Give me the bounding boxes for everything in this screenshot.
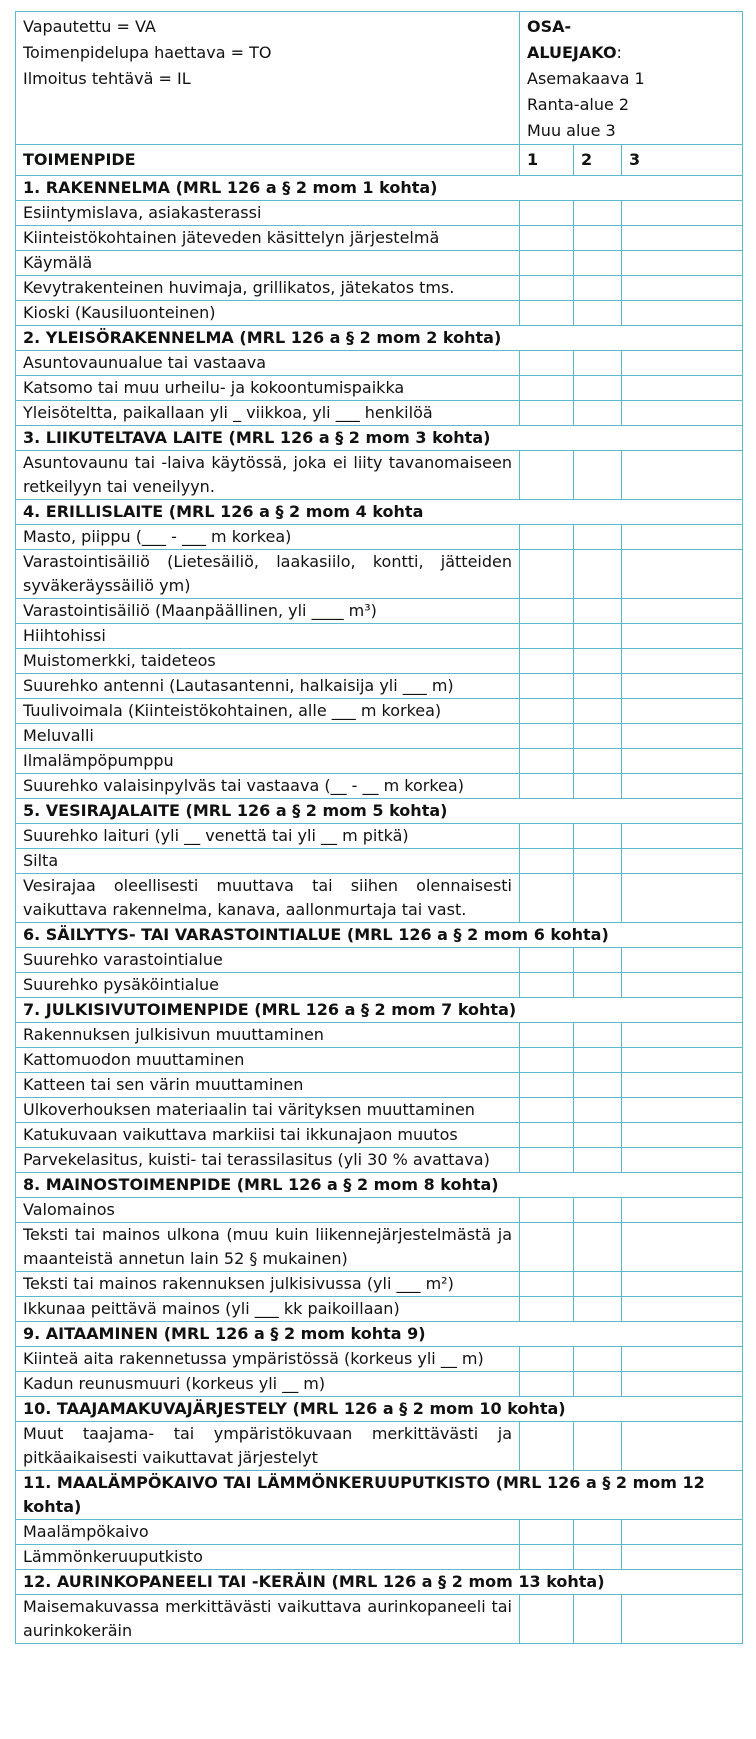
measure-label: Esiintymislava, asiakasterassi (16, 201, 520, 226)
section-row (16, 799, 743, 824)
section-heading: 11. MAALÄMPÖKAIVO TAI LÄMMÖNKERUUPUTKISTO (MRL 126 a § 2 mom 12 kohta) (16, 1471, 743, 1520)
zone-2-cell[interactable] (574, 1098, 622, 1123)
measure-label: Suurehko valaisinpylväs tai vastaava (__ - __ m korkea) (16, 774, 520, 799)
measure-label: Ilmalämpöpumppu (16, 749, 520, 774)
zone-1-cell[interactable] (520, 1272, 574, 1297)
zone-2-cell[interactable] (574, 874, 622, 923)
section-heading: 10. TAAJAMAKUVAJÄRJESTELY (MRL 126 a § 2 mom 10 kohta) (16, 1397, 743, 1422)
table-row (16, 251, 743, 276)
zone-2-cell[interactable] (574, 1223, 622, 1272)
measure-label: Suurehko pysäköintialue (16, 973, 520, 998)
zone-2-cell[interactable] (574, 1123, 622, 1148)
section-heading: 8. MAINOSTOIMENPIDE (MRL 126 a § 2 mom 8 kohta) (16, 1173, 743, 1198)
zone-2-cell[interactable] (574, 973, 622, 998)
zone-3-cell[interactable] (622, 525, 743, 550)
zone-3-cell[interactable] (622, 1073, 743, 1098)
zone-2-cell[interactable] (574, 1048, 622, 1073)
measure-label: Maisemakuvassa merkittävästi vaikuttava aurinkopaneeli tai aurinkokeräin (16, 1595, 520, 1644)
zone-3-cell[interactable] (622, 376, 743, 401)
measure-label: Asuntovaunu tai -laiva käytössä, joka ei liity tavanomaiseen retkeilyyn tai veneilyyn. (16, 451, 520, 500)
zone-2-cell[interactable] (574, 1073, 622, 1098)
measure-label: Rakennuksen julkisivun muuttaminen (16, 1023, 520, 1048)
table-row (16, 749, 743, 774)
table-row (16, 525, 743, 550)
measure-label: Tuulivoimala (Kiinteistökohtainen, alle ___ m korkea) (16, 699, 520, 724)
measure-label: Silta (16, 849, 520, 874)
measure-label: Suurehko laituri (yli __ venettä tai yli __ m pitkä) (16, 824, 520, 849)
measure-label: Vesirajaa oleellisesti muuttava tai siihen olennaisesti vaikuttava rakennelma, kanava, aallonmurtaja tai vast. (16, 874, 520, 923)
zone-2-cell[interactable] (574, 1272, 622, 1297)
section-heading: 5. VESIRAJALAITE (MRL 126 a § 2 mom 5 kohta) (16, 799, 743, 824)
table-row (16, 624, 743, 649)
table-row (16, 1422, 743, 1471)
zone-3-cell[interactable] (622, 649, 743, 674)
measure-label: Maalämpökaivo (16, 1520, 520, 1545)
section-heading: 6. SÄILYTYS- TAI VARASTOINTIALUE (MRL 126 a § 2 mom 6 kohta) (16, 923, 743, 948)
zone-1-cell[interactable] (520, 1023, 574, 1048)
zone-2-cell[interactable] (574, 550, 622, 599)
table-row (16, 376, 743, 401)
zone-1-cell[interactable] (520, 1098, 574, 1123)
zone-2-cell[interactable] (574, 226, 622, 251)
zone-3-cell[interactable] (622, 1372, 743, 1397)
zone-2-cell[interactable] (574, 401, 622, 426)
zone-3-cell[interactable] (622, 251, 743, 276)
zone-2-cell[interactable] (574, 649, 622, 674)
table-row (16, 874, 743, 923)
section-heading: 1. RAKENNELMA (MRL 126 a § 2 mom 1 kohta) (16, 176, 743, 201)
measure-label: Katukuvaan vaikuttava markiisi tai ikkunajaon muutos (16, 1123, 520, 1148)
column-header-1: 1 (520, 145, 574, 176)
zone-1-cell[interactable] (520, 376, 574, 401)
zone-1-cell[interactable] (520, 451, 574, 500)
zone-3-cell[interactable] (622, 1123, 743, 1148)
section-row (16, 1570, 743, 1595)
zone-3-cell[interactable] (622, 1098, 743, 1123)
measure-label: Yleisöteltta, paikallaan yli _ viikkoa, yli ___ henkilöä (16, 401, 520, 426)
zone-2-cell[interactable] (574, 1422, 622, 1471)
zone-2-cell[interactable] (574, 376, 622, 401)
zone-1-cell[interactable] (520, 351, 574, 376)
table-row (16, 824, 743, 849)
zone-2-cell[interactable] (574, 1347, 622, 1372)
zone-3-cell[interactable] (622, 1347, 743, 1372)
table-row (16, 948, 743, 973)
zone-2-cell[interactable] (574, 1023, 622, 1048)
zone-1-cell[interactable] (520, 724, 574, 749)
zone-3-cell[interactable] (622, 1297, 743, 1322)
measure-label: Kadun reunusmuuri (korkeus yli __ m) (16, 1372, 520, 1397)
zone-3-cell[interactable] (622, 948, 743, 973)
measure-label: Parvekelasitus, kuisti- tai terassilasitus (yli 30 % avattava) (16, 1148, 520, 1173)
zone-3-cell[interactable] (622, 674, 743, 699)
zone-3-cell[interactable] (622, 1272, 743, 1297)
zone-3-cell[interactable] (622, 201, 743, 226)
zone-2-cell[interactable] (574, 451, 622, 500)
measure-label: Kioski (Kausiluonteinen) (16, 301, 520, 326)
zone-2-cell[interactable] (574, 774, 622, 799)
zone-3-cell[interactable] (622, 599, 743, 624)
table-row (16, 1098, 743, 1123)
table-row (16, 973, 743, 998)
section-row (16, 1173, 743, 1198)
zone-1-cell[interactable] (520, 1297, 574, 1322)
table-row (16, 849, 743, 874)
zone-2-cell[interactable] (574, 1520, 622, 1545)
zone-1-cell[interactable] (520, 649, 574, 674)
section-row (16, 1471, 743, 1520)
table-row (16, 1347, 743, 1372)
measure-label: Muistomerkki, taideteos (16, 649, 520, 674)
section-heading: 2. YLEISÖRAKENNELMA (MRL 126 a § 2 mom 2 kohta) (16, 326, 743, 351)
table-row (16, 301, 743, 326)
column-header-2: 2 (574, 145, 622, 176)
table-row (16, 1023, 743, 1048)
zone-1-cell[interactable] (520, 749, 574, 774)
legend-cell (16, 12, 520, 145)
table-row (16, 699, 743, 724)
measure-label: Ulkoverhouksen materiaalin tai värityksen muuttaminen (16, 1098, 520, 1123)
measure-label: Kevytrakenteinen huvimaja, grillikatos, jätekatos tms. (16, 276, 520, 301)
zone-3-cell[interactable] (622, 874, 743, 923)
zone-3-cell[interactable] (622, 624, 743, 649)
measure-label: Muut taajama- tai ympäristökuvaan merkittävästi ja pitkäaikaisesti vaikuttavat järjestelyt (16, 1422, 520, 1471)
table-row (16, 1148, 743, 1173)
section-heading: 12. AURINKOPANEELI TAI -KERÄIN (MRL 126 a § 2 mom 13 kohta) (16, 1570, 743, 1595)
zone-2-cell[interactable] (574, 1545, 622, 1570)
section-heading: 9. AITAAMINEN (MRL 126 a § 2 mom kohta 9) (16, 1322, 743, 1347)
table-row (16, 1272, 743, 1297)
table-row (16, 1198, 743, 1223)
measure-label: Suurehko varastointialue (16, 948, 520, 973)
zone-1-cell[interactable] (520, 1520, 574, 1545)
measure-label: Asuntovaunualue tai vastaava (16, 351, 520, 376)
table-row (16, 774, 743, 799)
table-row (16, 351, 743, 376)
measure-label: Käymälä (16, 251, 520, 276)
section-heading: 4. ERILLISLAITE (MRL 126 a § 2 mom 4 kohta (16, 500, 743, 525)
zone-2-cell[interactable] (574, 1198, 622, 1223)
zone-3-cell[interactable] (622, 973, 743, 998)
zone-3-cell[interactable] (622, 1198, 743, 1223)
zone-2-cell[interactable] (574, 724, 622, 749)
zone-3-cell[interactable] (622, 774, 743, 799)
measure-label: Katsomo tai muu urheilu- ja kokoontumispaikka (16, 376, 520, 401)
zone-2-cell[interactable] (574, 824, 622, 849)
zone-1-cell[interactable] (520, 1148, 574, 1173)
measure-label: Meluvalli (16, 724, 520, 749)
table-row (16, 1545, 743, 1570)
zone-2-cell[interactable] (574, 276, 622, 301)
zone-1-cell[interactable] (520, 774, 574, 799)
zone-1-cell[interactable] (520, 1048, 574, 1073)
measure-label: Hiihtohissi (16, 624, 520, 649)
table-row (16, 1297, 743, 1322)
zone-1-cell[interactable] (520, 1372, 574, 1397)
zones-title: OSA- (527, 17, 572, 36)
zone-1-cell[interactable] (520, 276, 574, 301)
section-row (16, 1397, 743, 1422)
zone-1-cell[interactable] (520, 1198, 574, 1223)
table-row (16, 550, 743, 599)
zone-3-cell[interactable] (622, 699, 743, 724)
table-row (16, 1223, 743, 1272)
zone-1-cell[interactable] (520, 699, 574, 724)
zone-1-cell[interactable] (520, 226, 574, 251)
zone-2-cell[interactable] (574, 1372, 622, 1397)
zone-2-cell[interactable] (574, 948, 622, 973)
column-header-3: 3 (622, 145, 743, 176)
zone-2-cell[interactable] (574, 599, 622, 624)
zone-1-cell[interactable] (520, 599, 574, 624)
zone-1-cell[interactable] (520, 1595, 574, 1644)
legend-line: Ilmoitus tehtävä = IL (23, 69, 191, 88)
measure-label: Suurehko antenni (Lautasantenni, halkaisija yli ___ m) (16, 674, 520, 699)
zone-1-cell[interactable] (520, 973, 574, 998)
zone-3-cell[interactable] (622, 1520, 743, 1545)
table-row (16, 599, 743, 624)
section-row (16, 326, 743, 351)
zones-title-2: ALUEJAKO (527, 43, 617, 62)
zone-3-cell[interactable] (622, 1595, 743, 1644)
zone-item: Muu alue 3 (527, 121, 616, 140)
zone-3-cell[interactable] (622, 824, 743, 849)
section-heading: 3. LIIKUTELTAVA LAITE (MRL 126 a § 2 mom 3 kohta) (16, 426, 743, 451)
table-row (16, 276, 743, 301)
table-row (16, 451, 743, 500)
zone-3-cell[interactable] (622, 276, 743, 301)
zone-1-cell[interactable] (520, 674, 574, 699)
zone-2-cell[interactable] (574, 1297, 622, 1322)
table-row (16, 401, 743, 426)
measure-label: Katteen tai sen värin muuttaminen (16, 1073, 520, 1098)
zone-3-cell[interactable] (622, 401, 743, 426)
zone-1-cell[interactable] (520, 201, 574, 226)
table-row (16, 1595, 743, 1644)
measure-label: Masto, piippu (___ - ___ m korkea) (16, 525, 520, 550)
section-row (16, 923, 743, 948)
measure-label: Varastointisäiliö (Lietesäiliö, laakasiilo, kontti, jätteiden syväkeräyssäiliö ym) (16, 550, 520, 599)
zone-3-cell[interactable] (622, 351, 743, 376)
legend-line: Vapautettu = VA (23, 17, 156, 36)
zone-1-cell[interactable] (520, 874, 574, 923)
zone-2-cell[interactable] (574, 525, 622, 550)
zone-1-cell[interactable] (520, 1073, 574, 1098)
zone-2-cell[interactable] (574, 849, 622, 874)
table-row (16, 1520, 743, 1545)
zone-3-cell[interactable] (622, 1545, 743, 1570)
zone-1-cell[interactable] (520, 525, 574, 550)
zone-2-cell[interactable] (574, 1148, 622, 1173)
zone-1-cell[interactable] (520, 550, 574, 599)
zone-1-cell[interactable] (520, 251, 574, 276)
measure-label: Varastointisäiliö (Maanpäällinen, yli ____ m³) (16, 599, 520, 624)
zone-1-cell[interactable] (520, 301, 574, 326)
zone-3-cell[interactable] (622, 1048, 743, 1073)
zone-2-cell[interactable] (574, 251, 622, 276)
legend-line: Toimenpidelupa haettava = TO (23, 43, 272, 62)
measure-label: Kiinteistökohtainen jäteveden käsittelyn järjestelmä (16, 226, 520, 251)
column-header-row (16, 145, 743, 176)
zone-1-cell[interactable] (520, 1123, 574, 1148)
zone-2-cell[interactable] (574, 201, 622, 226)
measure-label: Kattomuodon muuttaminen (16, 1048, 520, 1073)
zone-3-cell[interactable] (622, 724, 743, 749)
zone-2-cell[interactable] (574, 749, 622, 774)
table-row (16, 674, 743, 699)
zone-2-cell[interactable] (574, 699, 622, 724)
table-row (16, 1372, 743, 1397)
zone-item: Asemakaava 1 (527, 69, 645, 88)
zone-3-cell[interactable] (622, 849, 743, 874)
table-row (16, 724, 743, 749)
zone-1-cell[interactable] (520, 948, 574, 973)
zone-2-cell[interactable] (574, 674, 622, 699)
zone-2-cell[interactable] (574, 1595, 622, 1644)
zone-1-cell[interactable] (520, 401, 574, 426)
measure-label: Kiinteä aita rakennetussa ympäristössä (korkeus yli __ m) (16, 1347, 520, 1372)
section-row (16, 1322, 743, 1347)
permit-form (15, 11, 742, 1644)
table-row (16, 226, 743, 251)
table-row (16, 1048, 743, 1073)
zone-item: Ranta-alue 2 (527, 95, 630, 114)
section-row (16, 998, 743, 1023)
section-heading: 7. JULKISIVUTOIMENPIDE (MRL 126 a § 2 mom 7 kohta) (16, 998, 743, 1023)
section-row (16, 500, 743, 525)
zone-3-cell[interactable] (622, 226, 743, 251)
measures-table (15, 11, 743, 1644)
zone-3-cell[interactable] (622, 301, 743, 326)
zone-2-cell[interactable] (574, 301, 622, 326)
zone-1-cell[interactable] (520, 1223, 574, 1272)
zone-3-cell[interactable] (622, 1023, 743, 1048)
section-row (16, 176, 743, 201)
zone-2-cell[interactable] (574, 624, 622, 649)
table-row (16, 1073, 743, 1098)
zone-1-cell[interactable] (520, 624, 574, 649)
zone-3-cell[interactable] (622, 451, 743, 500)
zone-3-cell[interactable] (622, 749, 743, 774)
zone-3-cell[interactable] (622, 1223, 743, 1272)
table-row (16, 649, 743, 674)
zone-3-cell[interactable] (622, 1422, 743, 1471)
zones-cell (520, 12, 743, 145)
measure-label: Lämmönkeruuputkisto (16, 1545, 520, 1570)
zone-3-cell[interactable] (622, 550, 743, 599)
section-row (16, 426, 743, 451)
measure-label: Valomainos (16, 1198, 520, 1223)
measure-label: Teksti tai mainos ulkona (muu kuin liikennejärjestelmästä ja maanteistä annetun lain 52 § mukainen) (16, 1223, 520, 1272)
zone-2-cell[interactable] (574, 351, 622, 376)
table-row (16, 201, 743, 226)
zone-1-cell[interactable] (520, 849, 574, 874)
zones-colon: : (616, 43, 622, 62)
zone-1-cell[interactable] (520, 1347, 574, 1372)
measure-label: Ikkunaa peittävä mainos (yli ___ kk paikoillaan) (16, 1297, 520, 1322)
zone-3-cell[interactable] (622, 1148, 743, 1173)
zone-1-cell[interactable] (520, 1545, 574, 1570)
measure-label: Teksti tai mainos rakennuksen julkisivussa (yli ___ m²) (16, 1272, 520, 1297)
table-row (16, 1123, 743, 1148)
zone-1-cell[interactable] (520, 1422, 574, 1471)
zone-1-cell[interactable] (520, 824, 574, 849)
column-header-measure: TOIMENPIDE (16, 145, 520, 176)
legend-row (16, 12, 743, 145)
